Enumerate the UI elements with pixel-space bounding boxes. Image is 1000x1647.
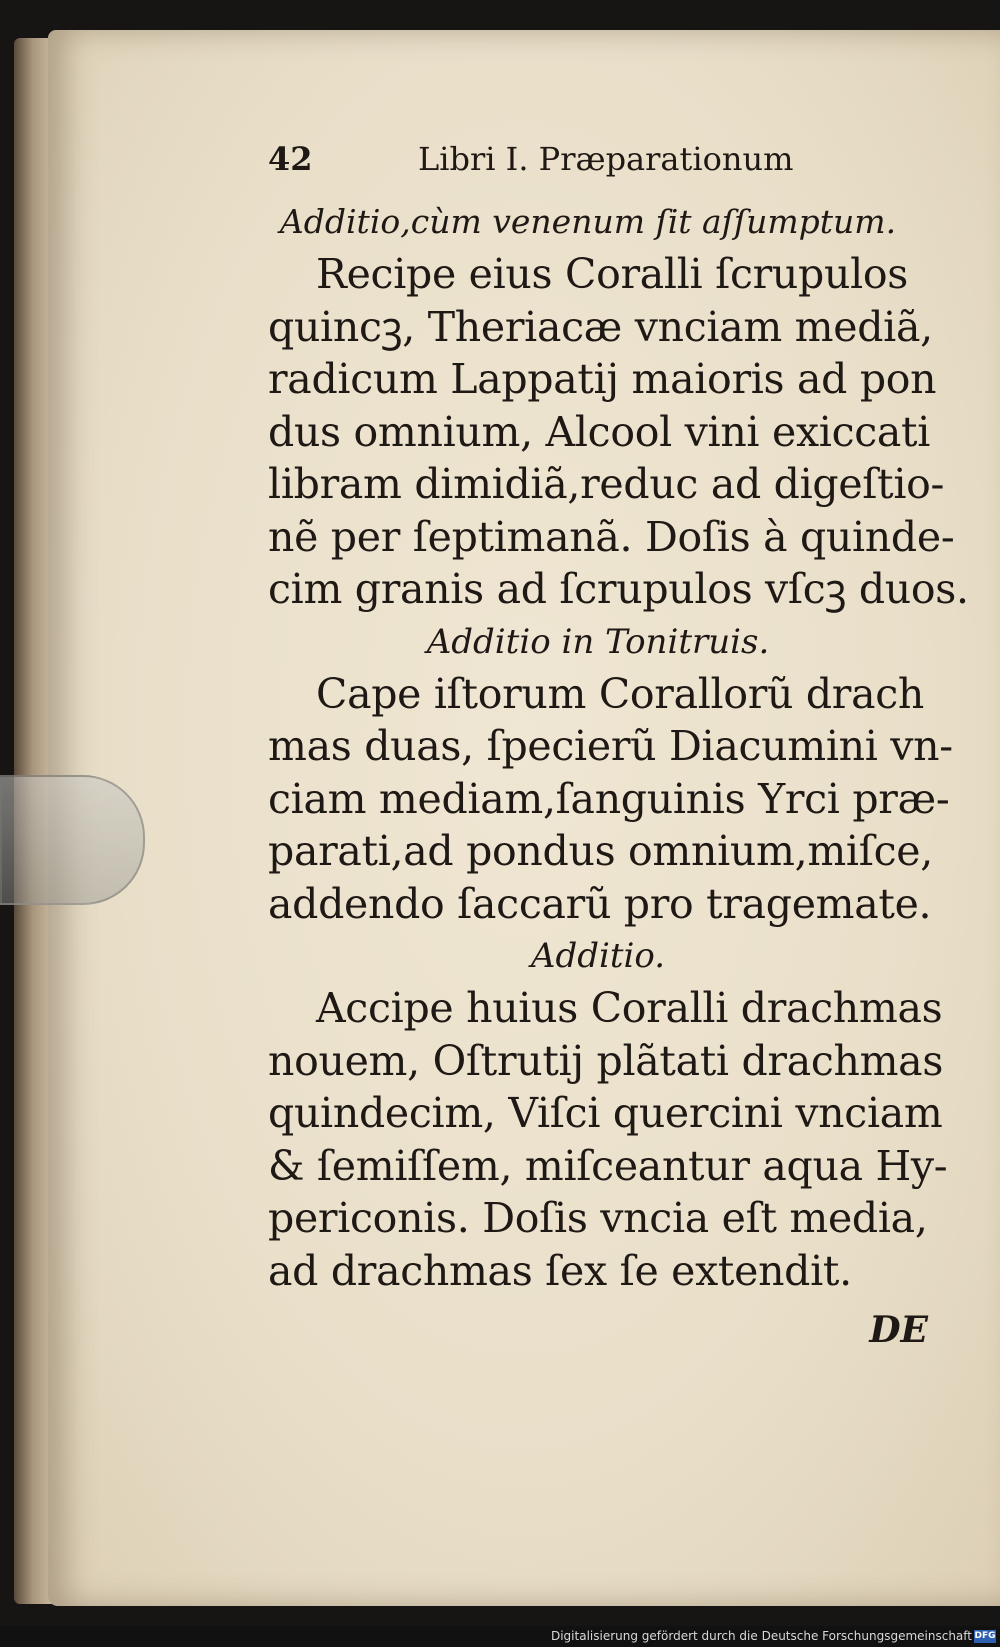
- page-number: 42: [268, 140, 313, 178]
- dfg-logo: DFG: [974, 1631, 996, 1641]
- text-line: Recipe eius Coralli ſcrupulos: [316, 250, 909, 298]
- text-line: nẽ per ſeptimanã. Doſis à quinde-: [268, 512, 955, 561]
- section-heading: Additio in Tonitruis.: [426, 621, 770, 662]
- text-line: cim granis ad ſcrupulos vſcꝫ duos.: [268, 565, 969, 613]
- text-line: addendo ſaccarũ pro tragemate.: [268, 879, 932, 928]
- text-line: periconis. Doſis vncia eſt media,: [268, 1194, 928, 1242]
- text-line: Cape iſtorum Corallorũ drach: [316, 669, 925, 718]
- text-line: quincꝫ, Theriacæ vnciam mediã,: [268, 302, 933, 351]
- footer-text: Digitalisierung gefördert durch die Deutsche Forschungsgemeinschaft: [550, 1629, 972, 1643]
- text-line: dus omnium, Alcool vini exiccati: [268, 407, 931, 456]
- paragraph-2: [268, 668, 953, 931]
- text-line: quindecim, Viſci quercini vnciam: [268, 1089, 943, 1137]
- text-line: Accipe huius Coralli drachmas: [316, 984, 943, 1032]
- running-head: Libri I. Præparationum: [418, 140, 794, 178]
- text-line: mas duas, ſpecierũ Diacumini vn-: [268, 722, 953, 770]
- section-title: Additio,cùm venenum ſit aſſumptum.: [279, 202, 897, 241]
- text-line: radicum Lappatij maioris ad pon: [268, 355, 937, 403]
- paragraph-3: [268, 982, 948, 1297]
- page-text: [268, 140, 969, 1359]
- text-line: parati,ad pondus omnium,miſce,: [268, 827, 933, 875]
- text-line: libram dimidiã,reduc ad digeſtio-: [268, 460, 945, 508]
- section-heading: Additio.: [530, 936, 666, 976]
- digitization-footer: [0, 1626, 1000, 1647]
- paragraph-1: [268, 248, 969, 616]
- catchword: DE: [869, 1309, 928, 1351]
- text-line: & ſemiſſem, miſceantur aqua Hy-: [268, 1141, 948, 1190]
- page-header: [268, 140, 928, 196]
- text-line: nouem, Oſtrutij plãtati drachmas: [268, 1036, 944, 1085]
- text-line: ad drachmas ſex ſe extendit.: [268, 1246, 852, 1295]
- text-line: ciam mediam,ſanguinis Yrci præ-: [268, 774, 950, 823]
- page-clip: [0, 775, 145, 905]
